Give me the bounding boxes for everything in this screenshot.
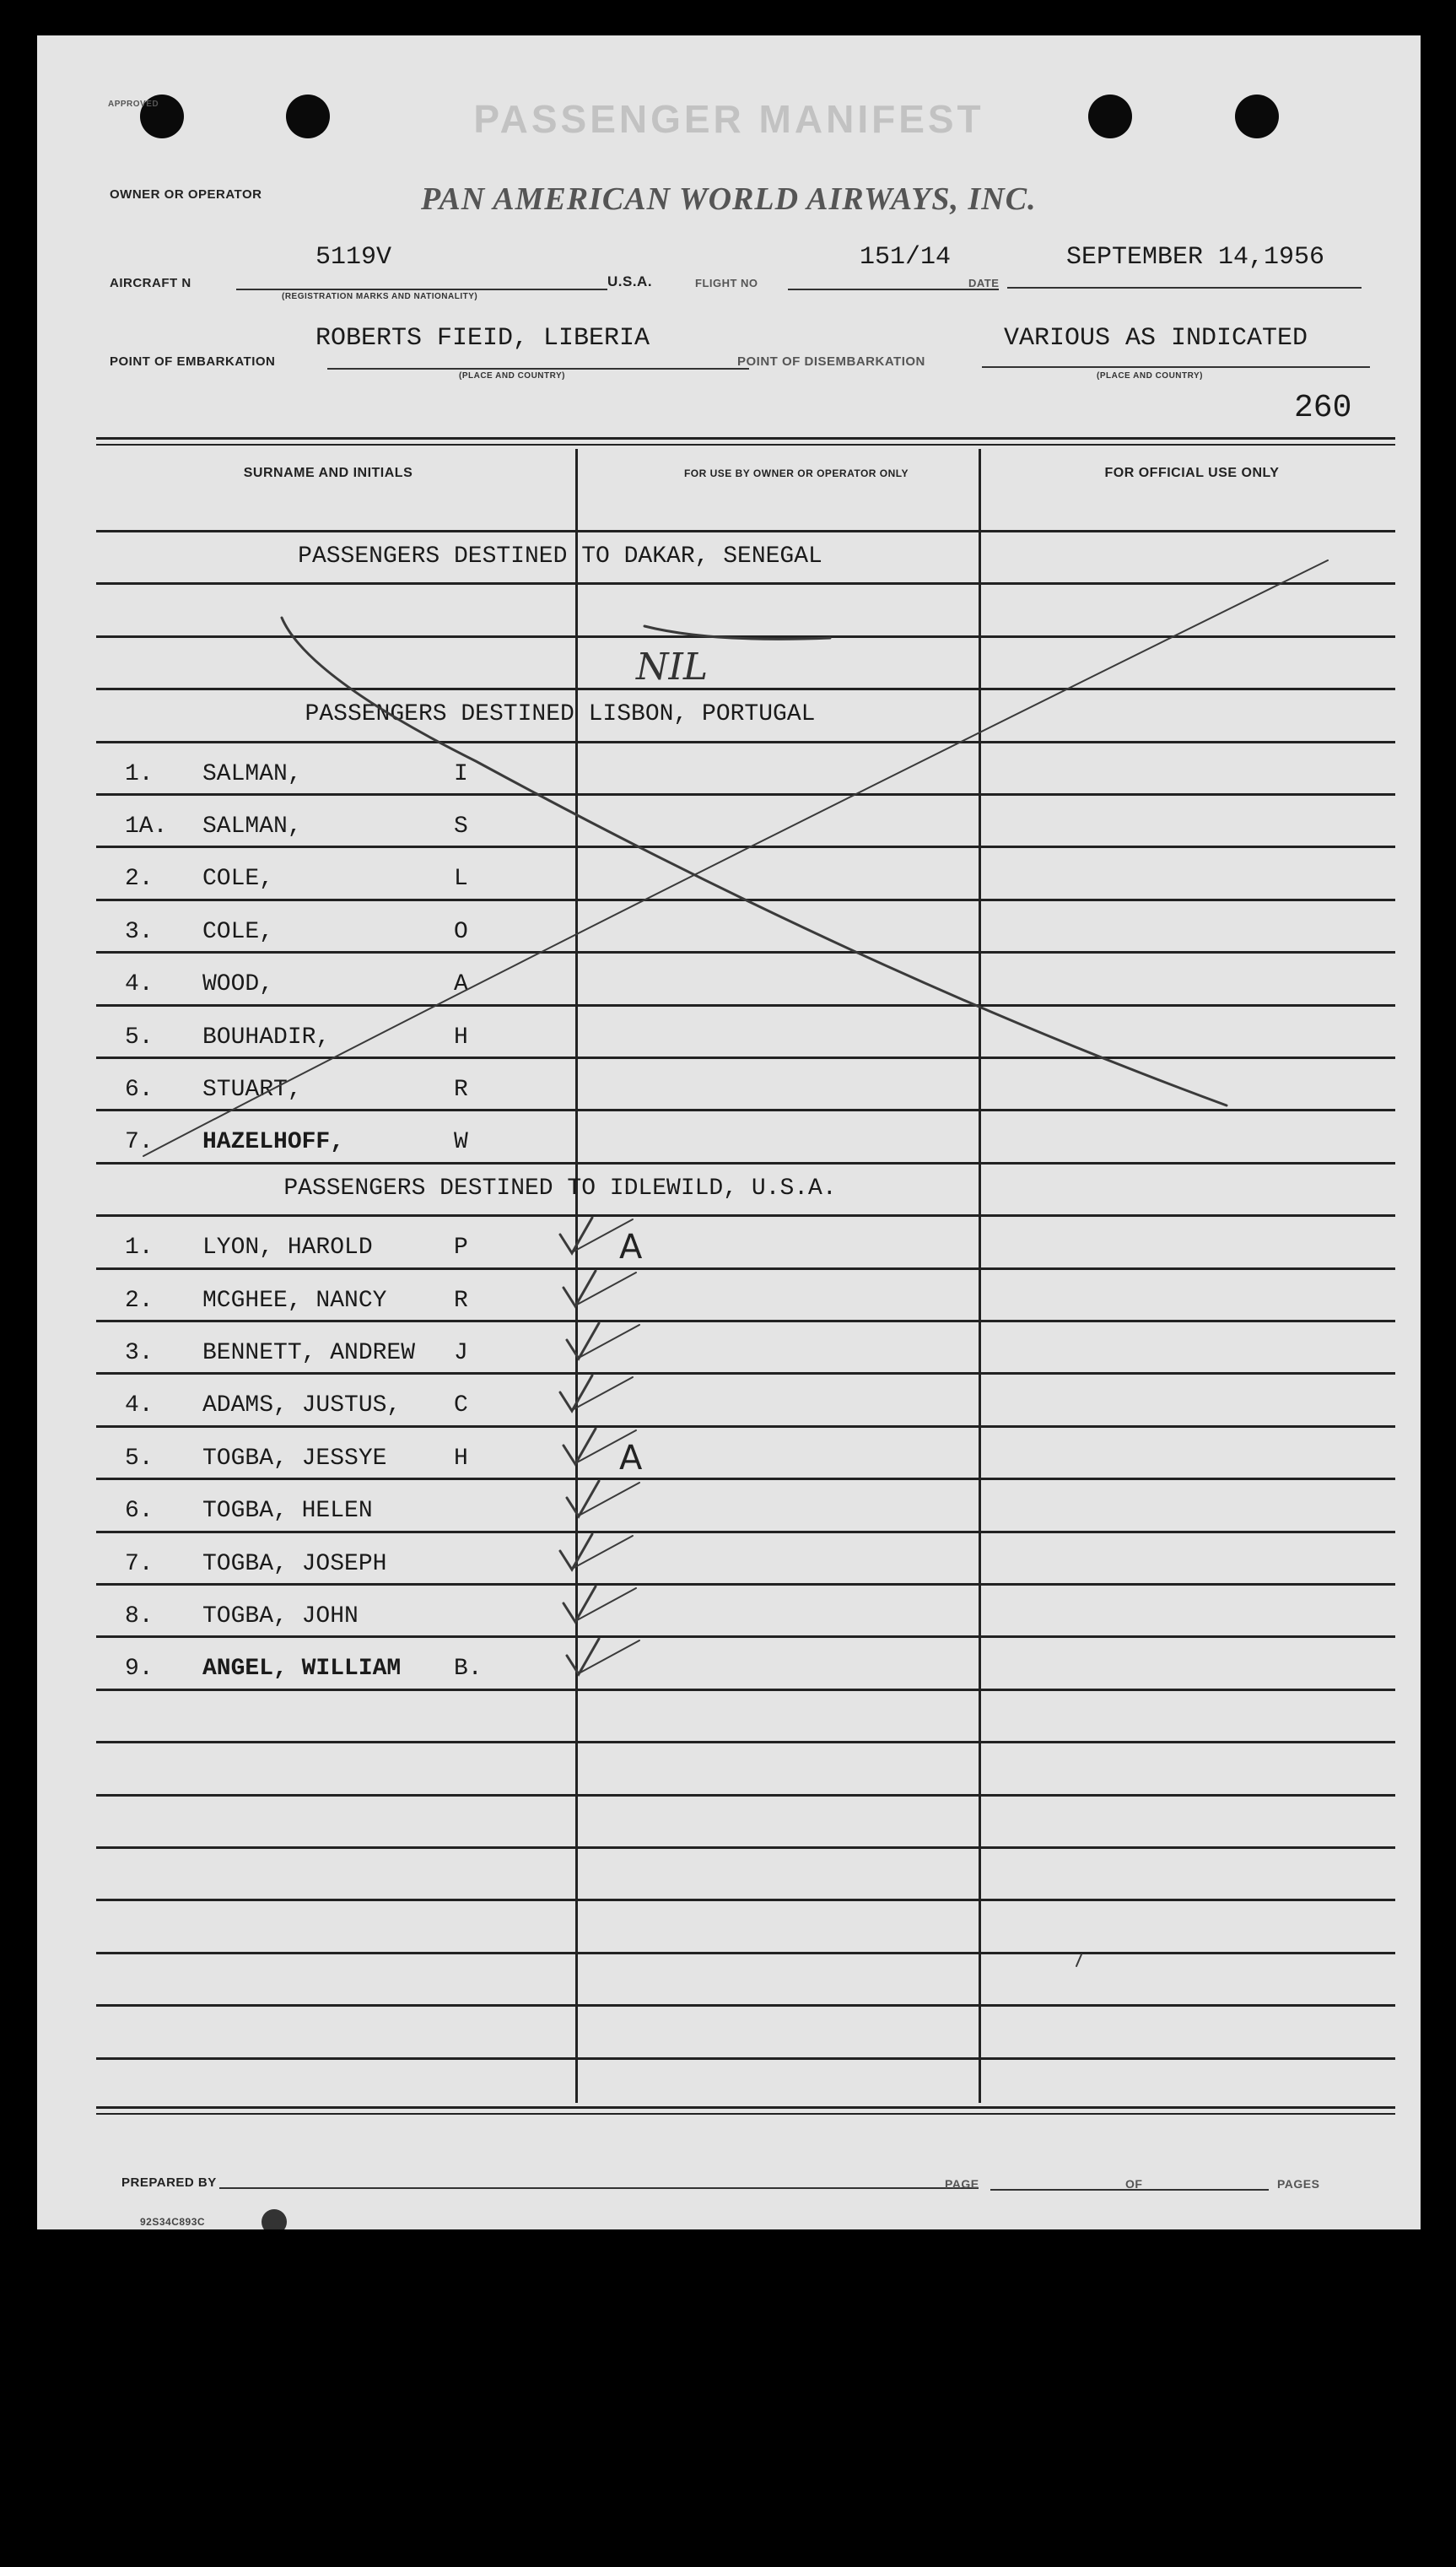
- passenger-name: HAZELHOFF,: [202, 1129, 345, 1155]
- date-label: DATE: [968, 277, 1000, 289]
- owner-label: OWNER OR OPERATOR: [110, 187, 262, 202]
- passenger-number: 4.: [125, 1392, 154, 1419]
- passenger-name: TOGBA, JOHN: [202, 1603, 359, 1629]
- passenger-number: 9.: [125, 1656, 154, 1682]
- handwritten-mark: A: [619, 1228, 643, 1267]
- destination-heading: PASSENGERS DESTINED TO DAKAR, SENEGAL: [298, 543, 822, 570]
- form-title: PASSENGER MANIFEST: [473, 97, 984, 141]
- cross-stroke-2: [143, 560, 1328, 1156]
- destination-heading: PASSENGERS DESTINED LISBON, PORTUGAL: [305, 701, 816, 727]
- checkmark: [560, 1375, 592, 1411]
- passenger-number: 6.: [125, 1077, 154, 1103]
- passenger-number: 2.: [125, 1288, 154, 1314]
- passenger-name: TOGBA, JOSEPH: [202, 1551, 387, 1577]
- passenger-initial: S: [454, 813, 468, 840]
- nil-underline-stroke: [644, 626, 830, 639]
- passenger-initial: R: [454, 1288, 468, 1314]
- passenger-name: BOUHADIR,: [202, 1024, 331, 1051]
- checkmark: [567, 1481, 599, 1516]
- checkmark: [567, 1323, 599, 1359]
- passenger-initial: P: [454, 1235, 468, 1261]
- page-label: PAGE: [945, 2177, 979, 2191]
- passenger-name: MCGHEE, NANCY: [202, 1288, 387, 1314]
- passenger-initial: I: [454, 761, 468, 787]
- checkmark: [564, 1586, 596, 1622]
- passenger-name: LYON, HAROLD: [202, 1235, 373, 1261]
- passenger-number: 7.: [125, 1129, 154, 1155]
- pages-label: PAGES: [1277, 2177, 1320, 2191]
- passenger-number: 8.: [125, 1603, 154, 1629]
- passenger-initial: C: [454, 1392, 468, 1419]
- passenger-name: SALMAN,: [202, 813, 302, 840]
- checkmark: [567, 1639, 599, 1674]
- passenger-number: 5.: [125, 1446, 154, 1472]
- embark-value: ROBERTS FIEID, LIBERIA: [315, 324, 650, 353]
- passenger-initial: H: [454, 1024, 468, 1051]
- aircraft-label: AIRCRAFT N: [110, 276, 191, 290]
- passenger-initial: W: [454, 1129, 468, 1155]
- passenger-initial: B.: [454, 1656, 483, 1682]
- passenger-name: ANGEL, WILLIAM: [202, 1656, 402, 1682]
- passenger-initial: A: [454, 971, 468, 997]
- passenger-initial: L: [454, 866, 468, 892]
- passenger-name: SALMAN,: [202, 761, 302, 787]
- destination-heading: PASSENGERS DESTINED TO IDLEWILD, U.S.A.: [283, 1175, 837, 1202]
- checkmark: [564, 1429, 596, 1464]
- stray-mark: [1076, 1954, 1081, 1966]
- checkmark: [560, 1534, 592, 1570]
- checkmark: [564, 1271, 596, 1306]
- passenger-initial: R: [454, 1077, 468, 1103]
- disembark-label: POINT OF DISEMBARKATION: [737, 354, 925, 369]
- passenger-number: 3.: [125, 919, 154, 945]
- passenger-name: WOOD,: [202, 971, 274, 997]
- passenger-number: 2.: [125, 866, 154, 892]
- passenger-number: 1.: [125, 1235, 154, 1261]
- embark-label: POINT OF EMBARKATION: [110, 354, 276, 369]
- column-header-official: FOR OFFICIAL USE ONLY: [1104, 466, 1280, 480]
- passenger-name: TOGBA, HELEN: [202, 1498, 373, 1524]
- passenger-number: 1.: [125, 761, 154, 787]
- passenger-initial: O: [454, 919, 468, 945]
- usa-label: U.S.A.: [607, 273, 653, 289]
- of-label: OF: [1125, 2177, 1143, 2191]
- passenger-number: 4.: [125, 971, 154, 997]
- passenger-initial: J: [454, 1340, 468, 1366]
- passenger-name: COLE,: [202, 866, 274, 892]
- page-number: 260: [1294, 390, 1352, 426]
- handwritten-marks: [37, 35, 1421, 2229]
- manifest-sheet: [37, 35, 1421, 2229]
- registration-caption: (REGISTRATION MARKS AND NATIONALITY): [282, 292, 478, 301]
- date-value: SEPTEMBER 14,1956: [1066, 243, 1325, 272]
- passenger-name: ADAMS, JUSTUS,: [202, 1392, 402, 1419]
- prepared-by-label: PREPARED BY: [121, 2175, 217, 2190]
- passenger-number: 5.: [125, 1024, 154, 1051]
- passenger-number: 7.: [125, 1551, 154, 1577]
- handwritten-mark: A: [619, 1439, 643, 1478]
- column-header-surname: SURNAME AND INITIALS: [243, 466, 413, 480]
- passenger-name: STUART,: [202, 1077, 302, 1103]
- column-header-owner: FOR USE BY OWNER OR OPERATOR ONLY: [683, 467, 909, 479]
- flight-label: FLIGHT NO: [695, 277, 758, 289]
- nil-annotation: NIL: [636, 646, 709, 689]
- checkmark: [560, 1218, 592, 1253]
- approval-stamp: APPROVED: [108, 100, 159, 109]
- operator-name: PAN AMERICAN WORLD AIRWAYS, INC.: [421, 181, 1037, 217]
- passenger-number: 6.: [125, 1498, 154, 1524]
- passenger-name: TOGBA, JESSYE: [202, 1446, 387, 1472]
- cross-stroke-1: [282, 618, 1227, 1105]
- passenger-initial: H: [454, 1446, 468, 1472]
- place-caption-2: (PLACE AND COUNTRY): [1097, 371, 1203, 381]
- disembark-value: VARIOUS AS INDICATED: [1004, 324, 1308, 353]
- passenger-number: 3.: [125, 1340, 154, 1366]
- aircraft-value: 5119V: [315, 243, 392, 272]
- form-code: 92S34C893C: [140, 2216, 206, 2228]
- passenger-name: BENNETT, ANDREW: [202, 1340, 416, 1366]
- flight-value: 151/14: [860, 243, 952, 272]
- passenger-name: COLE,: [202, 919, 274, 945]
- passenger-number: 1A.: [125, 813, 168, 840]
- place-caption: (PLACE AND COUNTRY): [459, 371, 565, 381]
